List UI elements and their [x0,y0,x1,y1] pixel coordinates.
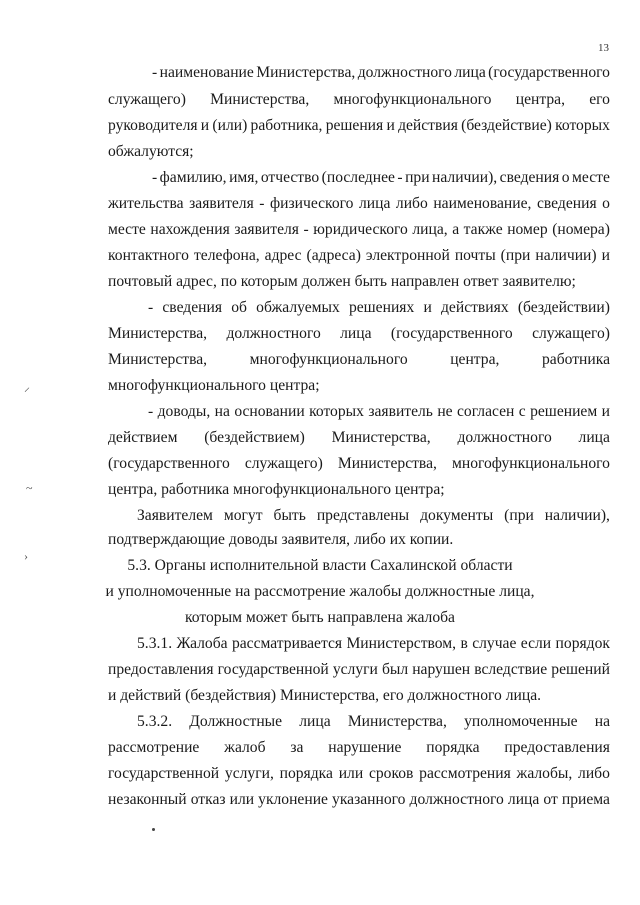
scan-mark: ⸝ [24,380,31,394]
text-line: центра, работника многофункционального центра; [108,481,445,498]
text-line: обжалуются; [108,143,194,160]
text-line: незаконный отказ или уклонение указанного должностного лица от приема [108,791,610,808]
text-line: (государственного служащего) Министерства, многофункционального [108,455,610,472]
text-line: многофункционального центра; [108,377,320,394]
page-number: 13 [598,42,609,54]
text-line: - сведения об обжалуемых решениях и действиях (бездействии) [148,299,610,316]
section-heading: 5.3. Органы исполнительной власти Сахалинской области [127,557,513,574]
text-line: жительства заявителя - физического лица либо наименование, сведения о [108,195,610,212]
scan-mark: ~ [26,481,33,495]
section-heading: которым может быть направлена жалоба [185,609,455,626]
scan-dot [152,828,155,831]
section-heading: и уполномоченные на рассмотрение жалобы должностные лица, [105,583,535,600]
text-line: Министерства, должностного лица (государственного служащего) [108,325,610,342]
text-line: Министерства, многофункционального центра, работника [108,351,610,368]
scan-mark: › [24,549,28,563]
text-line: - наименование Министерства, должностного лица (государственного [152,64,610,81]
text-line: - доводы, на основании которых заявитель не согласен с решением и [148,403,610,420]
text-line: почтовый адрес, по которым должен быть направлен ответ заявителю; [108,273,576,290]
text-line: предоставления государственной услуги был нарушен вследствие решений [108,661,610,678]
text-line: государственной услуги, порядка или сроков рассмотрения жалобы, либо [108,765,610,782]
text-line: руководителя и (или) работника, решения и действия (бездействие) которых [108,117,610,134]
text-line: действием (бездействием) Министерства, должностного лица [108,429,610,446]
text-line: контактного телефона, адрес (адреса) электронной почты (при наличии) и [108,247,610,264]
text-line: - фамилию, имя, отчество (последнее - при наличии), сведения о месте [152,169,610,186]
text-line: Заявителем могут быть представлены документы (при наличии), [137,507,610,524]
text-line: рассмотрение жалоб за нарушение порядка предоставления [108,739,610,756]
text-line: и действий (бездействия) Министерства, его должностного лица. [108,687,542,704]
text-line: подтверждающие доводы заявителя, либо их копии. [108,531,454,548]
text-line: 5.3.2. Должностные лица Министерства, уполномоченные на [137,713,610,730]
text-line: служащего) Министерства, многофункционального центра, его [108,91,610,108]
text-line: 5.3.1. Жалоба рассматривается Министерством, в случае если порядок [137,635,610,652]
text-line: месте нахождения заявителя - юридического лица, а также номер (номера) [108,221,610,238]
